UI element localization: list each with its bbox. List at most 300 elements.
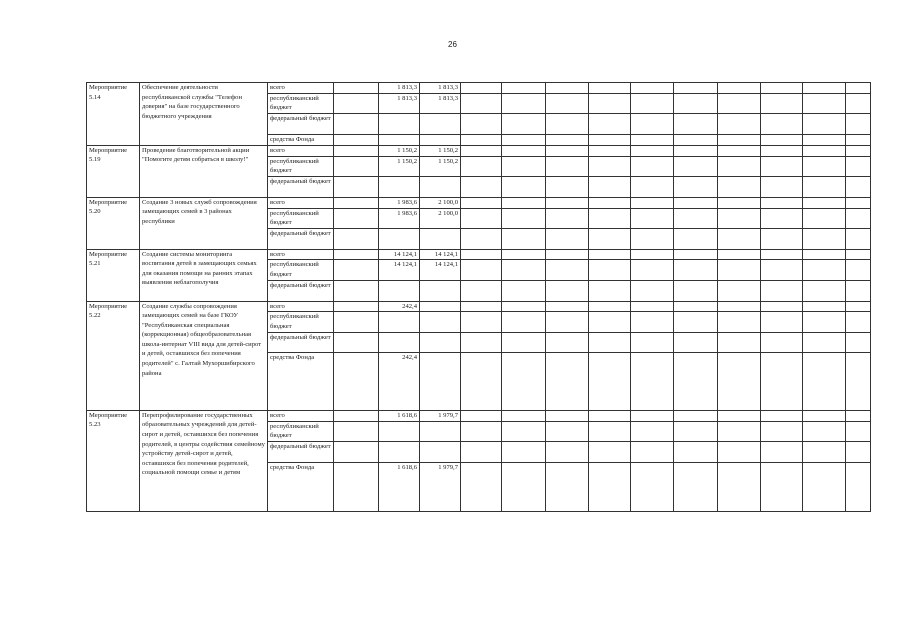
empty-cell bbox=[846, 134, 871, 145]
empty-cell bbox=[546, 462, 589, 511]
measure-description-cell: Проведение благотворительной акции "Помогите детям собраться в школу!" bbox=[140, 145, 268, 197]
empty-cell bbox=[461, 145, 502, 156]
amount-cell-2: 1 150,2 bbox=[420, 156, 461, 177]
empty-cell bbox=[589, 332, 631, 352]
empty-cell bbox=[846, 83, 871, 94]
empty-cell bbox=[718, 442, 761, 462]
funding-source-cell: республиканский бюджет bbox=[268, 260, 334, 281]
empty-cell bbox=[803, 281, 846, 301]
empty-cell bbox=[761, 145, 803, 156]
empty-cell bbox=[803, 312, 846, 333]
empty-cell bbox=[631, 145, 674, 156]
empty-cell bbox=[461, 208, 502, 229]
measure-description-cell: Обеспечение деятельности республиканской службы "Телефон доверия" на базе государственного бюджетного учреждения bbox=[140, 83, 268, 146]
empty-cell bbox=[502, 83, 546, 94]
empty-cell bbox=[461, 353, 502, 410]
empty-cell bbox=[674, 421, 718, 442]
empty-cell bbox=[761, 249, 803, 260]
empty-cell bbox=[674, 301, 718, 312]
empty-cell bbox=[846, 249, 871, 260]
page-number: 26 bbox=[448, 40, 457, 49]
empty-cell bbox=[846, 156, 871, 177]
empty-cell bbox=[631, 332, 674, 352]
amount-cell-2 bbox=[420, 281, 461, 301]
empty-cell bbox=[718, 197, 761, 208]
funding-source-cell: средства Фонда bbox=[268, 462, 334, 511]
table-row bbox=[87, 197, 871, 208]
funding-source-cell: всего bbox=[268, 249, 334, 260]
measure-id-cell: Мероприятие 5.21 bbox=[87, 249, 140, 301]
empty-cell bbox=[334, 145, 379, 156]
empty-cell bbox=[502, 332, 546, 352]
empty-cell bbox=[803, 442, 846, 462]
empty-cell bbox=[502, 177, 546, 197]
empty-cell bbox=[718, 462, 761, 511]
empty-cell bbox=[718, 249, 761, 260]
empty-cell bbox=[674, 208, 718, 229]
amount-cell-1 bbox=[379, 312, 420, 333]
amount-cell-1 bbox=[379, 229, 420, 249]
empty-cell bbox=[674, 83, 718, 94]
empty-cell bbox=[589, 281, 631, 301]
amount-cell-1: 242,4 bbox=[379, 301, 420, 312]
empty-cell bbox=[589, 410, 631, 421]
empty-cell bbox=[846, 410, 871, 421]
empty-cell bbox=[803, 410, 846, 421]
amount-cell-2 bbox=[420, 421, 461, 442]
empty-cell bbox=[718, 208, 761, 229]
amount-cell-2 bbox=[420, 312, 461, 333]
measure-description-cell: Создание службы сопровождения замещающих семей на базе ГКОУ "Республиканская специальная (коррекционная) общеобразовательная школа-интернат VIII вида для детей-сирот и детей, оставшихся без попечения родителей" с. Галтай Мухоршибирского района bbox=[140, 301, 268, 410]
empty-cell bbox=[546, 208, 589, 229]
empty-cell bbox=[461, 260, 502, 281]
empty-cell bbox=[718, 134, 761, 145]
amount-cell-1 bbox=[379, 114, 420, 134]
empty-cell bbox=[846, 281, 871, 301]
empty-cell bbox=[718, 353, 761, 410]
amount-cell-1: 242,4 bbox=[379, 353, 420, 410]
funding-source-cell: федеральный бюджет bbox=[268, 177, 334, 197]
amount-cell-1: 1 150,2 bbox=[379, 156, 420, 177]
empty-cell bbox=[631, 83, 674, 94]
empty-cell bbox=[502, 134, 546, 145]
empty-cell bbox=[761, 281, 803, 301]
amount-cell-2 bbox=[420, 301, 461, 312]
measure-id-cell: Мероприятие 5.20 bbox=[87, 197, 140, 249]
measure-id-cell: Мероприятие 5.23 bbox=[87, 410, 140, 511]
empty-cell bbox=[334, 114, 379, 134]
empty-cell bbox=[502, 208, 546, 229]
empty-cell bbox=[502, 281, 546, 301]
empty-cell bbox=[803, 134, 846, 145]
empty-cell bbox=[461, 462, 502, 511]
amount-cell-1 bbox=[379, 134, 420, 145]
amount-cell-1: 14 124,1 bbox=[379, 249, 420, 260]
empty-cell bbox=[546, 442, 589, 462]
funding-source-cell: республиканский бюджет bbox=[268, 421, 334, 442]
empty-cell bbox=[502, 462, 546, 511]
empty-cell bbox=[674, 177, 718, 197]
empty-cell bbox=[589, 134, 631, 145]
empty-cell bbox=[803, 93, 846, 114]
empty-cell bbox=[846, 177, 871, 197]
empty-cell bbox=[674, 442, 718, 462]
empty-cell bbox=[803, 114, 846, 134]
empty-cell bbox=[631, 260, 674, 281]
empty-cell bbox=[502, 410, 546, 421]
measure-description-cell: Создание системы мониторинга воспитания детей в замещающих семьях для оказания помощи на ранних этапах выявления неблагополучия bbox=[140, 249, 268, 301]
empty-cell bbox=[334, 421, 379, 442]
empty-cell bbox=[546, 145, 589, 156]
empty-cell bbox=[803, 249, 846, 260]
empty-cell bbox=[502, 249, 546, 260]
empty-cell bbox=[546, 260, 589, 281]
amount-cell-2 bbox=[420, 114, 461, 134]
measure-id-cell: Мероприятие 5.22 bbox=[87, 301, 140, 410]
empty-cell bbox=[461, 281, 502, 301]
amount-cell-2: 1 979,7 bbox=[420, 410, 461, 421]
empty-cell bbox=[803, 332, 846, 352]
empty-cell bbox=[334, 93, 379, 114]
empty-cell bbox=[761, 83, 803, 94]
amount-cell-1 bbox=[379, 421, 420, 442]
amount-cell-1 bbox=[379, 332, 420, 352]
empty-cell bbox=[546, 353, 589, 410]
empty-cell bbox=[461, 197, 502, 208]
empty-cell bbox=[546, 177, 589, 197]
empty-cell bbox=[546, 229, 589, 249]
empty-cell bbox=[589, 208, 631, 229]
empty-cell bbox=[761, 197, 803, 208]
table-row bbox=[87, 301, 871, 312]
empty-cell bbox=[846, 208, 871, 229]
empty-cell bbox=[761, 462, 803, 511]
empty-cell bbox=[631, 312, 674, 333]
empty-cell bbox=[761, 114, 803, 134]
empty-cell bbox=[502, 442, 546, 462]
empty-cell bbox=[546, 421, 589, 442]
empty-cell bbox=[461, 442, 502, 462]
empty-cell bbox=[718, 421, 761, 442]
empty-cell bbox=[631, 156, 674, 177]
amount-cell-1: 14 124,1 bbox=[379, 260, 420, 281]
table-row bbox=[87, 410, 871, 421]
empty-cell bbox=[502, 312, 546, 333]
empty-cell bbox=[461, 332, 502, 352]
empty-cell bbox=[546, 410, 589, 421]
empty-cell bbox=[674, 312, 718, 333]
empty-cell bbox=[718, 301, 761, 312]
empty-cell bbox=[334, 332, 379, 352]
empty-cell bbox=[674, 332, 718, 352]
amount-cell-1 bbox=[379, 281, 420, 301]
amount-cell-1: 1 618,6 bbox=[379, 462, 420, 511]
empty-cell bbox=[589, 260, 631, 281]
empty-cell bbox=[761, 134, 803, 145]
empty-cell bbox=[461, 229, 502, 249]
empty-cell bbox=[334, 197, 379, 208]
empty-cell bbox=[846, 353, 871, 410]
empty-cell bbox=[589, 197, 631, 208]
empty-cell bbox=[674, 353, 718, 410]
empty-cell bbox=[334, 229, 379, 249]
empty-cell bbox=[674, 462, 718, 511]
empty-cell bbox=[461, 421, 502, 442]
amount-cell-1: 1 813,3 bbox=[379, 83, 420, 94]
empty-cell bbox=[334, 208, 379, 229]
empty-cell bbox=[761, 177, 803, 197]
empty-cell bbox=[502, 229, 546, 249]
empty-cell bbox=[502, 114, 546, 134]
empty-cell bbox=[502, 353, 546, 410]
amount-cell-2: 14 124,1 bbox=[420, 249, 461, 260]
amount-cell-1: 1 618,6 bbox=[379, 410, 420, 421]
empty-cell bbox=[846, 114, 871, 134]
empty-cell bbox=[502, 197, 546, 208]
empty-cell bbox=[334, 353, 379, 410]
empty-cell bbox=[718, 83, 761, 94]
funding-source-cell: федеральный бюджет bbox=[268, 229, 334, 249]
empty-cell bbox=[334, 134, 379, 145]
empty-cell bbox=[631, 301, 674, 312]
empty-cell bbox=[803, 421, 846, 442]
amount-cell-1 bbox=[379, 442, 420, 462]
budget-table bbox=[86, 82, 871, 512]
amount-cell-1: 1 983,6 bbox=[379, 197, 420, 208]
empty-cell bbox=[846, 260, 871, 281]
empty-cell bbox=[546, 83, 589, 94]
empty-cell bbox=[589, 249, 631, 260]
empty-cell bbox=[761, 312, 803, 333]
empty-cell bbox=[846, 145, 871, 156]
funding-source-cell: средства Фонда bbox=[268, 134, 334, 145]
table-row bbox=[87, 145, 871, 156]
empty-cell bbox=[803, 156, 846, 177]
table-row bbox=[87, 249, 871, 260]
empty-cell bbox=[674, 156, 718, 177]
measure-id-cell: Мероприятие 5.19 bbox=[87, 145, 140, 197]
amount-cell-2 bbox=[420, 332, 461, 352]
empty-cell bbox=[761, 93, 803, 114]
empty-cell bbox=[461, 177, 502, 197]
empty-cell bbox=[761, 410, 803, 421]
empty-cell bbox=[546, 332, 589, 352]
empty-cell bbox=[803, 301, 846, 312]
funding-source-cell: всего bbox=[268, 83, 334, 94]
empty-cell bbox=[674, 93, 718, 114]
empty-cell bbox=[631, 410, 674, 421]
empty-cell bbox=[589, 421, 631, 442]
empty-cell bbox=[589, 83, 631, 94]
empty-cell bbox=[589, 229, 631, 249]
funding-source-cell: республиканский бюджет bbox=[268, 156, 334, 177]
empty-cell bbox=[631, 197, 674, 208]
funding-source-cell: федеральный бюджет bbox=[268, 114, 334, 134]
empty-cell bbox=[674, 229, 718, 249]
empty-cell bbox=[718, 281, 761, 301]
empty-cell bbox=[674, 134, 718, 145]
empty-cell bbox=[718, 156, 761, 177]
amount-cell-2: 2 100,0 bbox=[420, 197, 461, 208]
amount-cell-1: 1 150,2 bbox=[379, 145, 420, 156]
empty-cell bbox=[674, 260, 718, 281]
funding-source-cell: федеральный бюджет bbox=[268, 281, 334, 301]
empty-cell bbox=[589, 93, 631, 114]
empty-cell bbox=[546, 249, 589, 260]
empty-cell bbox=[502, 260, 546, 281]
empty-cell bbox=[846, 312, 871, 333]
empty-cell bbox=[334, 301, 379, 312]
amount-cell-1 bbox=[379, 177, 420, 197]
amount-cell-2 bbox=[420, 229, 461, 249]
empty-cell bbox=[846, 442, 871, 462]
empty-cell bbox=[334, 156, 379, 177]
empty-cell bbox=[803, 229, 846, 249]
empty-cell bbox=[803, 462, 846, 511]
empty-cell bbox=[718, 260, 761, 281]
empty-cell bbox=[631, 353, 674, 410]
amount-cell-2 bbox=[420, 134, 461, 145]
empty-cell bbox=[589, 312, 631, 333]
empty-cell bbox=[589, 156, 631, 177]
empty-cell bbox=[803, 145, 846, 156]
funding-source-cell: всего bbox=[268, 197, 334, 208]
empty-cell bbox=[674, 145, 718, 156]
empty-cell bbox=[334, 83, 379, 94]
empty-cell bbox=[589, 177, 631, 197]
empty-cell bbox=[589, 353, 631, 410]
empty-cell bbox=[461, 93, 502, 114]
measure-description-cell: Перепрофилирование государственных образовательных учреждений для детей-сирот и детей, оставшихся без попечения родителей, в центры содействия семейному устройству детей-сирот и детей, оставшихся без попечения родителей, социальной помощи семье и детям bbox=[140, 410, 268, 511]
empty-cell bbox=[502, 421, 546, 442]
amount-cell-2: 1 150,2 bbox=[420, 145, 461, 156]
empty-cell bbox=[546, 114, 589, 134]
empty-cell bbox=[761, 442, 803, 462]
funding-source-cell: республиканский бюджет bbox=[268, 312, 334, 333]
empty-cell bbox=[334, 177, 379, 197]
empty-cell bbox=[334, 410, 379, 421]
empty-cell bbox=[546, 197, 589, 208]
amount-cell-2 bbox=[420, 353, 461, 410]
empty-cell bbox=[589, 301, 631, 312]
empty-cell bbox=[631, 134, 674, 145]
empty-cell bbox=[546, 156, 589, 177]
empty-cell bbox=[718, 312, 761, 333]
empty-cell bbox=[761, 301, 803, 312]
amount-cell-2: 1 813,3 bbox=[420, 83, 461, 94]
amount-cell-2 bbox=[420, 177, 461, 197]
empty-cell bbox=[502, 93, 546, 114]
empty-cell bbox=[761, 156, 803, 177]
amount-cell-2: 2 100,0 bbox=[420, 208, 461, 229]
empty-cell bbox=[631, 208, 674, 229]
empty-cell bbox=[718, 177, 761, 197]
empty-cell bbox=[803, 208, 846, 229]
funding-source-cell: средства Фонда bbox=[268, 353, 334, 410]
empty-cell bbox=[334, 281, 379, 301]
empty-cell bbox=[589, 114, 631, 134]
empty-cell bbox=[846, 332, 871, 352]
funding-source-cell: республиканский бюджет bbox=[268, 93, 334, 114]
empty-cell bbox=[631, 229, 674, 249]
empty-cell bbox=[461, 301, 502, 312]
funding-source-cell: федеральный бюджет bbox=[268, 442, 334, 462]
empty-cell bbox=[674, 410, 718, 421]
empty-cell bbox=[803, 197, 846, 208]
empty-cell bbox=[803, 83, 846, 94]
empty-cell bbox=[631, 249, 674, 260]
funding-source-cell: всего bbox=[268, 301, 334, 312]
amount-cell-2: 1 813,3 bbox=[420, 93, 461, 114]
empty-cell bbox=[674, 197, 718, 208]
empty-cell bbox=[803, 260, 846, 281]
empty-cell bbox=[631, 462, 674, 511]
empty-cell bbox=[546, 312, 589, 333]
empty-cell bbox=[461, 156, 502, 177]
funding-source-cell: республиканский бюджет bbox=[268, 208, 334, 229]
empty-cell bbox=[846, 229, 871, 249]
empty-cell bbox=[461, 410, 502, 421]
empty-cell bbox=[461, 134, 502, 145]
empty-cell bbox=[546, 93, 589, 114]
empty-cell bbox=[546, 301, 589, 312]
table-row bbox=[87, 83, 871, 94]
empty-cell bbox=[674, 114, 718, 134]
empty-cell bbox=[334, 312, 379, 333]
empty-cell bbox=[546, 134, 589, 145]
empty-cell bbox=[846, 93, 871, 114]
empty-cell bbox=[674, 249, 718, 260]
empty-cell bbox=[461, 114, 502, 134]
amount-cell-2: 1 979,7 bbox=[420, 462, 461, 511]
empty-cell bbox=[761, 332, 803, 352]
empty-cell bbox=[631, 114, 674, 134]
empty-cell bbox=[334, 442, 379, 462]
amount-cell-1: 1 813,3 bbox=[379, 93, 420, 114]
empty-cell bbox=[631, 93, 674, 114]
funding-source-cell: федеральный бюджет bbox=[268, 332, 334, 352]
empty-cell bbox=[461, 312, 502, 333]
empty-cell bbox=[502, 145, 546, 156]
empty-cell bbox=[718, 332, 761, 352]
measure-description-cell: Создание 3 новых служб сопровождения замещающих семей в 3 районах республики bbox=[140, 197, 268, 249]
empty-cell bbox=[846, 197, 871, 208]
empty-cell bbox=[761, 208, 803, 229]
amount-cell-2: 14 124,1 bbox=[420, 260, 461, 281]
funding-source-cell: всего bbox=[268, 410, 334, 421]
empty-cell bbox=[461, 249, 502, 260]
empty-cell bbox=[589, 442, 631, 462]
empty-cell bbox=[631, 421, 674, 442]
empty-cell bbox=[718, 114, 761, 134]
empty-cell bbox=[803, 177, 846, 197]
empty-cell bbox=[589, 462, 631, 511]
amount-cell-2 bbox=[420, 442, 461, 462]
empty-cell bbox=[334, 260, 379, 281]
empty-cell bbox=[546, 281, 589, 301]
amount-cell-1: 1 983,6 bbox=[379, 208, 420, 229]
empty-cell bbox=[631, 442, 674, 462]
empty-cell bbox=[761, 260, 803, 281]
empty-cell bbox=[502, 156, 546, 177]
empty-cell bbox=[761, 421, 803, 442]
funding-source-cell: всего bbox=[268, 145, 334, 156]
empty-cell bbox=[334, 249, 379, 260]
empty-cell bbox=[589, 145, 631, 156]
empty-cell bbox=[718, 93, 761, 114]
empty-cell bbox=[846, 301, 871, 312]
empty-cell bbox=[846, 421, 871, 442]
